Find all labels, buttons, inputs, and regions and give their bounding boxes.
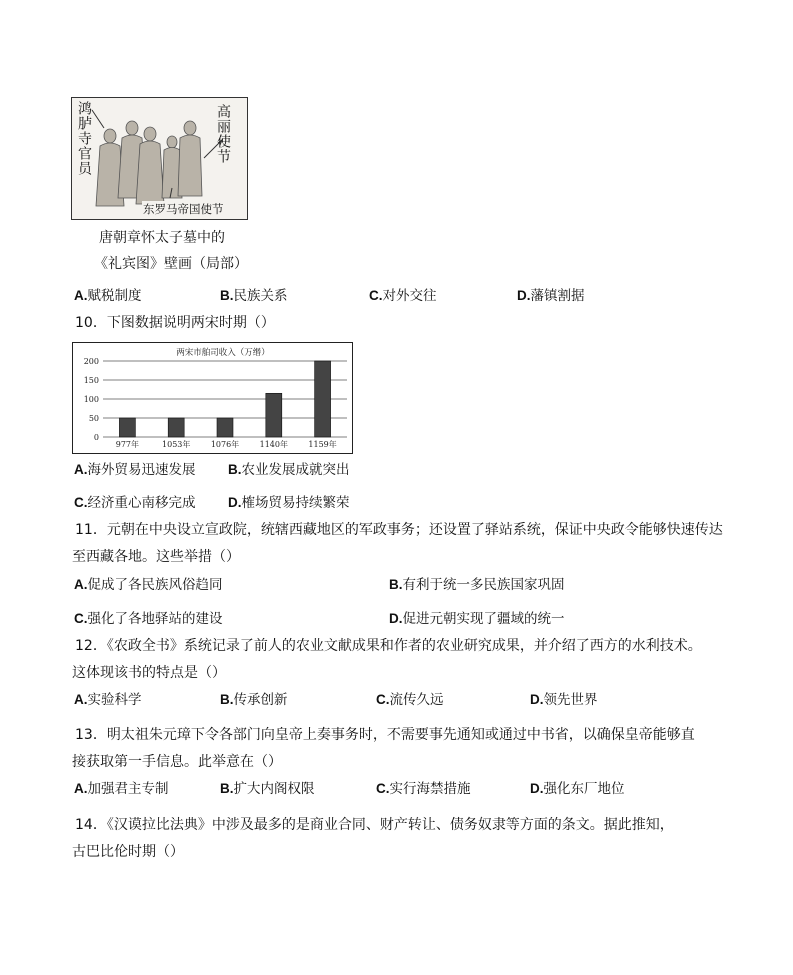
bar: [315, 361, 331, 437]
q11-option-a[interactable]: A.促成了各民族风俗趋同: [74, 577, 223, 593]
q13-option-a[interactable]: A.加强君主专制: [74, 781, 169, 797]
x-tick-label: 977年: [115, 440, 140, 449]
x-tick-label: 1159年: [308, 440, 337, 449]
y-tick-label: 100: [83, 395, 99, 404]
q13-option-d[interactable]: D.强化东厂地位: [530, 781, 625, 797]
q11-option-c[interactable]: C.强化了各地驿站的建设: [74, 611, 223, 627]
x-tick-label: 1140年: [259, 440, 288, 449]
q12-stem-line1: 12．《农政全书》系统记录了前人的农业文献成果和作者的农业研究成果，并介绍了西方的水利技术。: [75, 638, 702, 654]
chart-title: 两宋市舶司收入（万缗）: [176, 348, 270, 358]
q10-stem: 10．下图数据说明两宋时期（）: [75, 315, 275, 331]
q11-stem-line2: 至西藏各地。这些举措（）: [72, 549, 240, 565]
q12-option-c[interactable]: C.流传久远: [376, 692, 444, 708]
bar: [266, 393, 282, 437]
q14-stem-line1: 14．《汉谟拉比法典》中涉及最多的是商业合同、财产转让、债务奴隶等方面的条文。据此推知，: [75, 817, 674, 833]
q9-option-a[interactable]: A.赋税制度: [74, 288, 142, 304]
q13-option-b[interactable]: B.扩大内阁权限: [220, 781, 315, 797]
q12-option-a[interactable]: A.实验科学: [74, 692, 142, 708]
x-tick-label: 1053年: [162, 440, 191, 449]
q12-option-b[interactable]: B.传承创新: [220, 692, 288, 708]
label-byzantine-envoy: 东罗马帝国使节: [143, 202, 224, 216]
y-tick-label: 150: [83, 376, 99, 385]
q10-option-a[interactable]: A.海外贸易迅速发展: [74, 462, 196, 478]
q14-stem-line2: 古巴比伦时期（）: [72, 844, 184, 860]
x-tick-label: 1076年: [210, 440, 240, 449]
q13-option-c[interactable]: C.实行海禁措施: [376, 781, 471, 797]
label-honglu-official: 鸿胪寺官员: [76, 101, 92, 176]
q13-stem-line2: 接获取第一手信息。此举意在（）: [72, 754, 282, 770]
q11-option-b[interactable]: B.有利于统一多民族国家巩固: [389, 577, 565, 593]
figure-caption-line1: 唐朝章怀太子墓中的: [99, 230, 225, 246]
q11-option-d[interactable]: D.促进元朝实现了疆域的统一: [389, 611, 565, 627]
q12-stem-line2: 这体现该书的特点是（）: [72, 665, 226, 681]
label-goryeo-envoy: 高丽使节: [215, 104, 231, 164]
q11-stem-line1: 11．元朝在中央设立宣政院，统辖西藏地区的军政事务；还设置了驿站系统，保证中央政令能够快速传达: [75, 522, 723, 538]
q9-option-c[interactable]: C.对外交往: [369, 288, 437, 304]
y-tick-label: 50: [88, 414, 99, 423]
bar: [119, 418, 135, 437]
q10-option-c[interactable]: C.经济重心南移完成: [74, 495, 196, 511]
bar: [217, 418, 233, 437]
q9-option-d[interactable]: D.藩镇割据: [517, 288, 585, 304]
q12-option-d[interactable]: D.领先世界: [530, 692, 598, 708]
q9-option-b[interactable]: B.民族关系: [220, 288, 288, 304]
bar: [168, 418, 184, 437]
revenue-bar-chart: [72, 342, 353, 454]
q13-stem-line1: 13．明太祖朱元璋下令各部门向皇帝上奏事务时，不需要事先通知或通过中书省，以确保皇帝能够直: [75, 727, 695, 743]
y-tick-label: 0: [93, 433, 99, 442]
q10-option-b[interactable]: B.农业发展成就突出: [228, 462, 350, 478]
figure-caption-line2: 《礼宾图》壁画（局部）: [94, 256, 248, 272]
chart-svg: [73, 343, 352, 453]
mural-illustration: [71, 97, 248, 220]
y-tick-label: 200: [83, 357, 99, 366]
q10-option-d[interactable]: D.榷场贸易持续繁荣: [228, 495, 350, 511]
